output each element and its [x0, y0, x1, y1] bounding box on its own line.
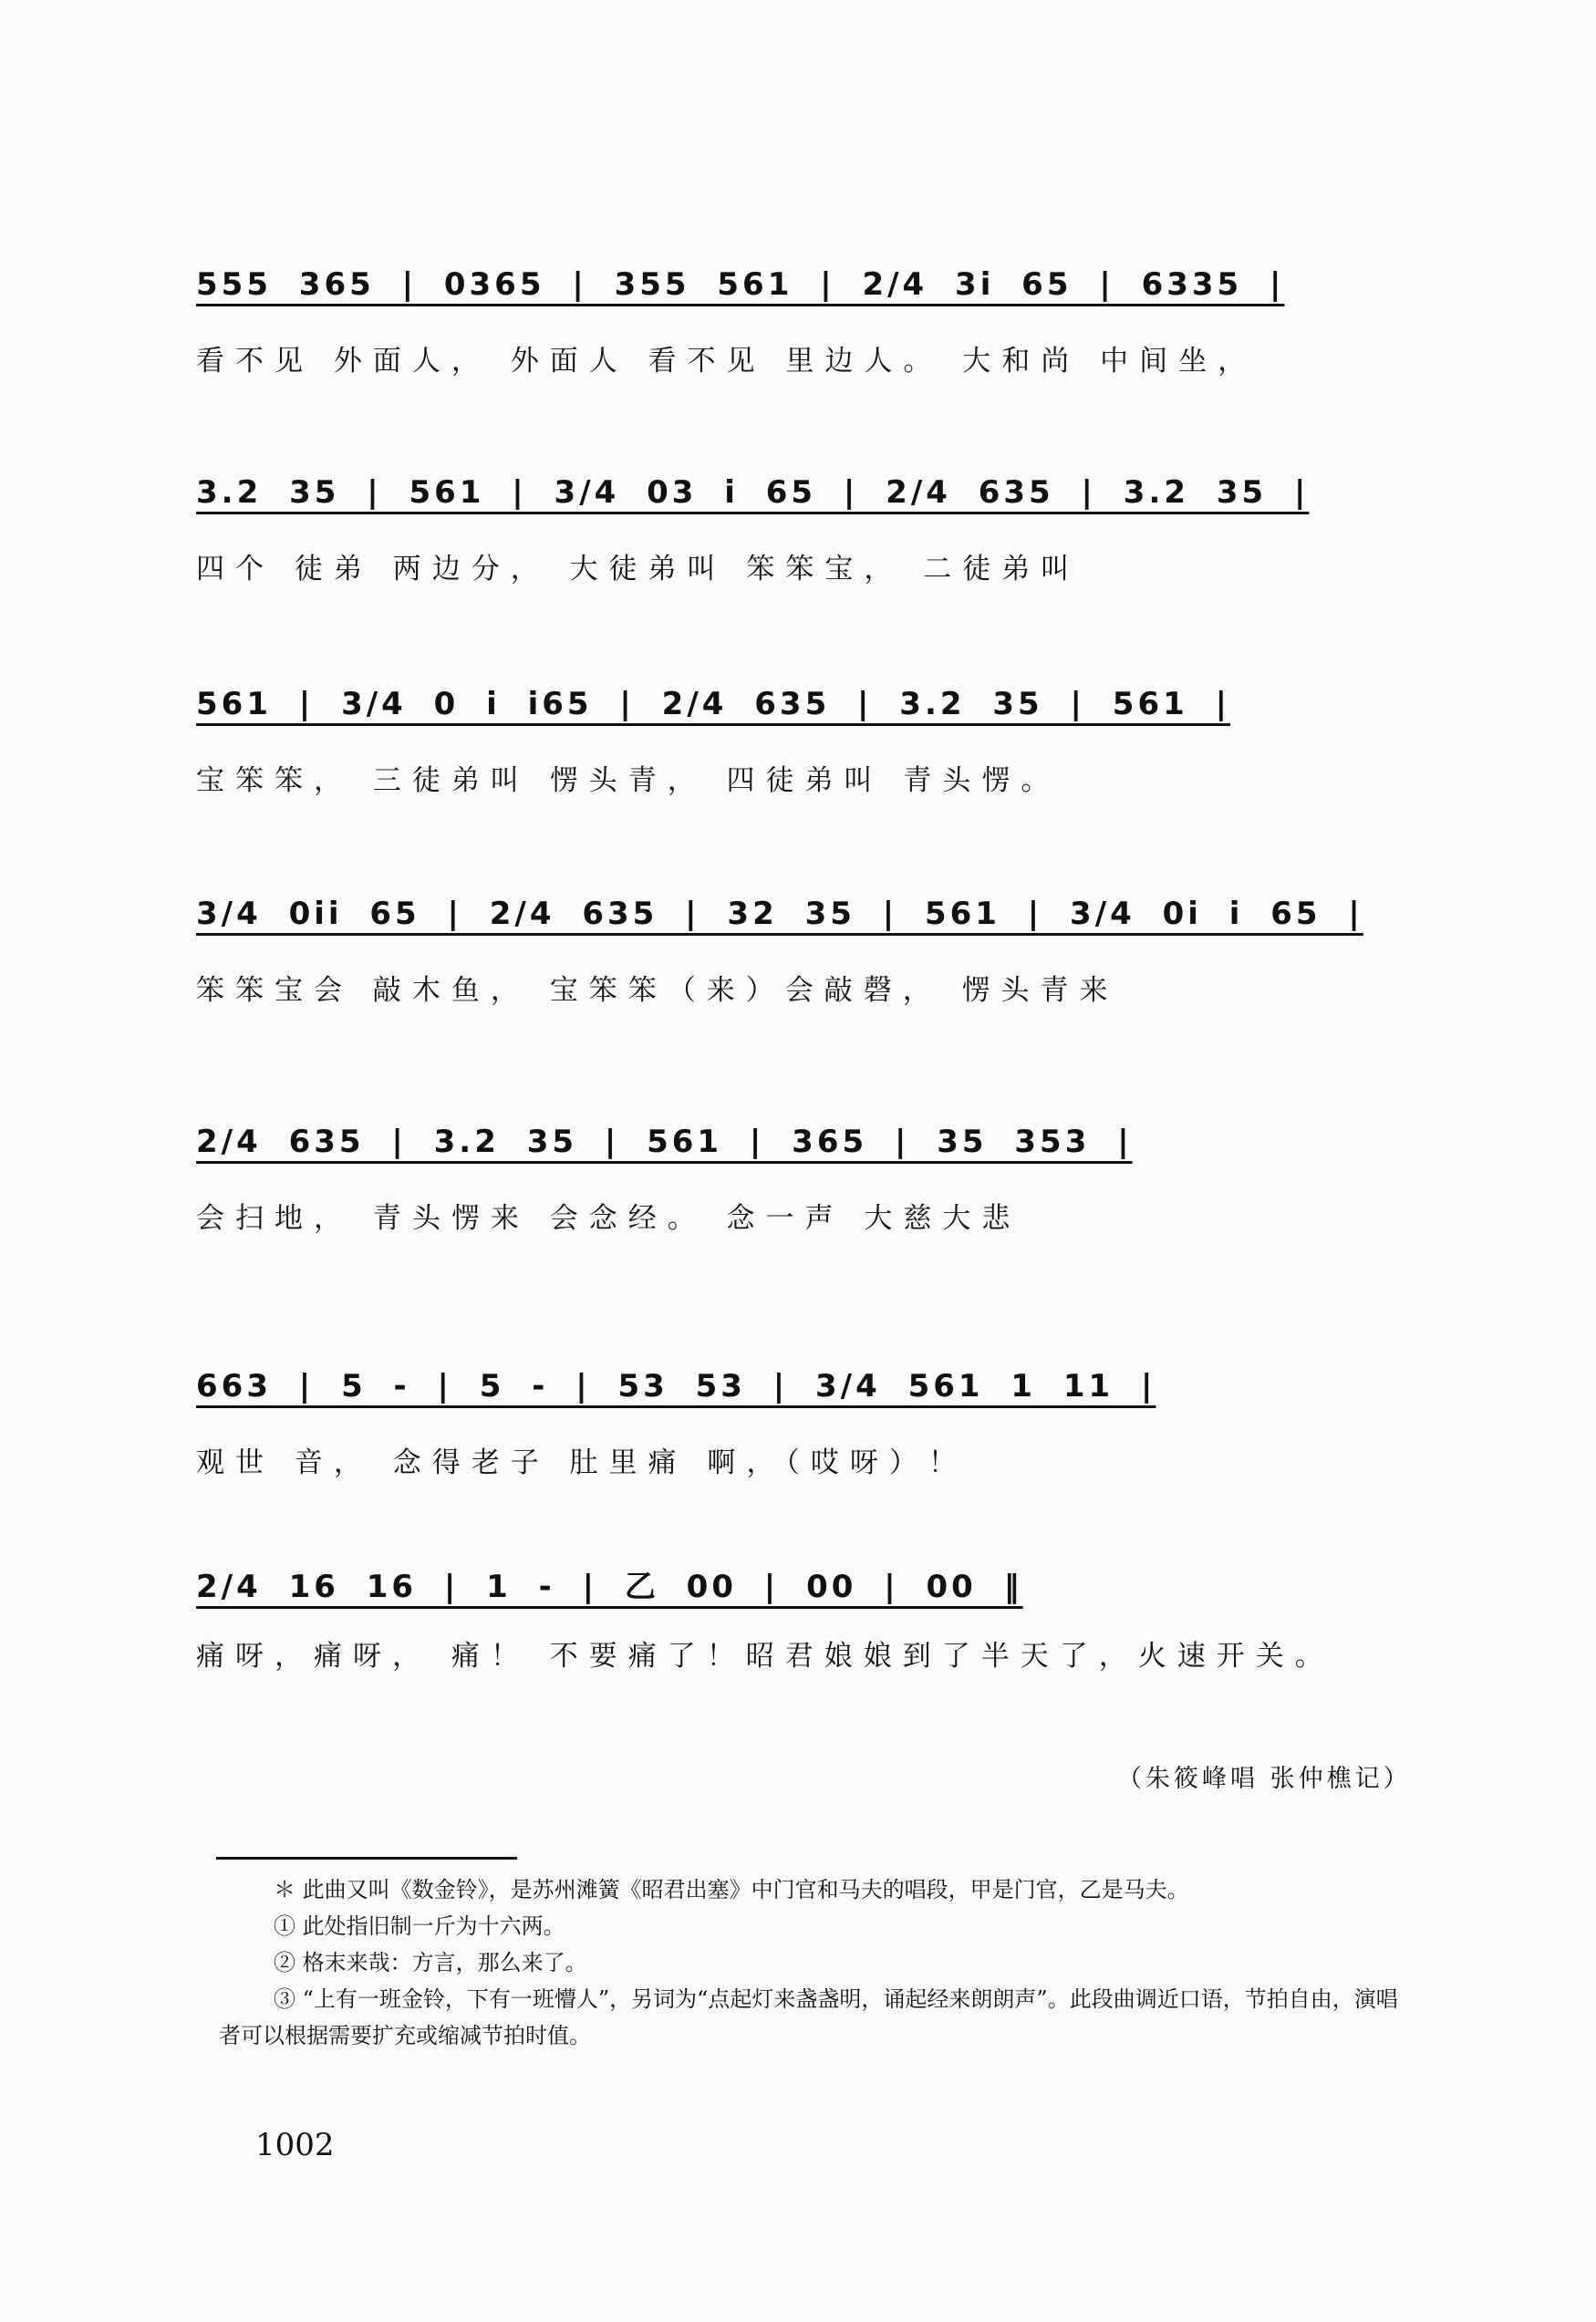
lyrics-line: 四个 徒弟 两边分， 大徒弟叫 笨笨宝， 二徒弟叫 [196, 553, 1081, 586]
lyrics-line: 宝笨笨， 三徒弟叫 愣头青， 四徒弟叫 青头愣。 [196, 764, 1061, 797]
notation-line: 2/4 635 | 3.2 35 | 561 | 365 | 35 353 | [196, 1124, 1133, 1160]
footnote-divider [216, 1857, 517, 1860]
notation-line: 555 365 | 0365 | 355 561 | 2/4 3i 65 | 6335 | [196, 266, 1285, 303]
score-system [196, 686, 1427, 814]
score-system [196, 1368, 1427, 1496]
score-system [196, 474, 1427, 602]
notation-line: 663 | 5 - | 5 - | 53 53 | 3/4 561 1 11 | [196, 1368, 1156, 1405]
footnote: ③ “上有一班金铃，下有一班懵人”，另词为“点起灯来盏盏明，诵起经来朗朗声”。此段曲调近口语，节拍自由，演唱 [274, 1986, 1398, 2012]
lyrics-line: 会扫地， 青头愣来 会念经。 念一声 大慈大悲 [196, 1202, 1021, 1235]
performer-credit: （朱筱峰唱 张仲樵记） [1117, 1765, 1412, 1793]
notation-line: 3.2 35 | 561 | 3/4 03 i 65 | 2/4 635 | 3.2 35 | [196, 474, 1310, 511]
lyrics-line: 笨笨宝会 敲木鱼， 宝笨笨（来）会敲磬， 愣头青来 [196, 974, 1119, 1007]
footnote-continuation: 者可以根据需要扩充或缩减节拍时值。 [219, 2023, 591, 2048]
score-system [196, 1124, 1427, 1251]
footnotes [219, 1871, 1441, 2054]
score-system [196, 1561, 1427, 1689]
lyrics-line: 观世 音， 念得老子 肚里痛 啊，（哎呀）！ [196, 1446, 968, 1479]
lyrics-line: 看不见 外面人， 外面人 看不见 里边人。 大和尚 中间坐， [196, 345, 1258, 378]
notation-line: 561 | 3/4 0 i i65 | 2/4 635 | 3.2 35 | 561 | [196, 686, 1231, 722]
score-system [196, 266, 1427, 394]
notation-line: 3/4 0ii 65 | 2/4 635 | 32 35 | 561 | 3/4 0i i 65 | [196, 896, 1363, 932]
page-number: 1002 [255, 2127, 335, 2163]
footnote: ② 格末来哉：方言，那么来了。 [274, 1950, 587, 1975]
lyrics-line: 痛呀，痛呀， 痛！ 不要痛了！昭君娘娘到了半天了，火速开关。 [196, 1640, 1334, 1673]
footnote: ＊ 此曲又叫《数金铃》，是苏州滩簧《昭君出塞》中门官和马夫的唱段，甲是门官，乙是马夫。 [274, 1877, 1189, 1902]
score-system [196, 896, 1427, 1023]
notation-line: 2/4 16 16 | 1 - | 乙 00 | 00 | 00 ‖ [196, 1569, 1023, 1605]
footnote: ① 此处指旧制一斤为十六两。 [274, 1913, 565, 1939]
